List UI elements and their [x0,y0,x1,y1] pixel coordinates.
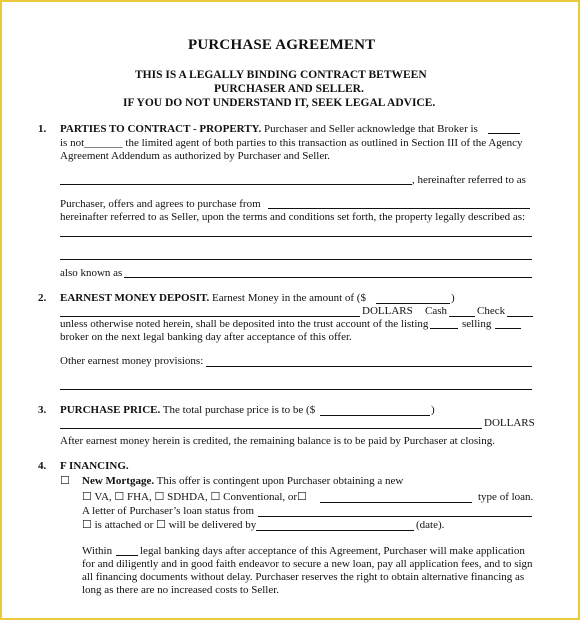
section-2-line-3: unless otherwise noted herein, shall be deposited into the trust account of the listing [60,318,429,330]
purchase-price-dollars-label: DOLLARS [484,417,535,429]
other-provisions-blank-1[interactable] [206,366,532,367]
section-2-number: 2. [38,292,47,304]
banking-days-blank[interactable] [116,555,138,556]
section-2-heading: EARNEST MONEY DEPOSIT. [60,292,210,304]
earnest-dollars-blank[interactable] [60,316,360,317]
section-4-number: 4. [38,460,47,472]
section-3-line-3: After earnest money herein is credited, the remaining balance is to be paid by Purchaser at closing. [60,435,495,447]
earnest-check-blank[interactable] [507,316,533,317]
loan-status-from-blank[interactable] [258,516,532,517]
type-of-loan-label: type of loan. [478,491,534,503]
section-3-heading: PURCHASE PRICE. [60,404,161,416]
listing-broker-blank[interactable] [430,328,458,329]
earnest-paren-close: ) [451,292,455,304]
section-1-heading: PARTIES TO CONTRACT - PROPERTY. [60,123,262,135]
section-1-line-3: Agreement Addendum as authorized by Purchaser and Seller. [60,150,331,162]
financing-paragraph-line-1: legal banking days after acceptance of this Agreement, Purchaser will make application [140,545,525,557]
section-2-line-4: broker on the next legal banking day after acceptance of this offer. [60,331,352,343]
purchase-price-amount-blank[interactable] [320,415,430,416]
earnest-amount-blank[interactable] [376,303,450,304]
loan-status-letter-text: A letter of Purchaser’s loan status from [82,505,255,517]
loan-type-other-blank[interactable] [320,502,472,503]
hereinafter-text: , hereinafter referred to as [412,174,526,186]
section-3-text: The total purchase price is to be ($ [160,404,316,416]
earnest-check-label: Check [477,305,506,317]
section-1-line-6: hereinafter referred to as Seller, upon the terms and conditions set forth, the property legally described as: [60,211,526,223]
earnest-cash-blank[interactable] [449,316,475,317]
seller-name-blank[interactable] [268,208,530,209]
purchase-price-dollars-blank[interactable] [60,428,482,429]
section-1-line-2: is not_______ the limited agent of both parties to this transaction as outlined in Section III of the Agency [60,137,523,149]
section-2-line-1 [60,292,366,305]
financing-paragraph-line-4: long as there are no increased costs to Seller. [82,584,280,596]
header-line-1: THIS IS A LEGALLY BINDING CONTRACT BETWEEN [135,69,427,81]
other-provisions-blank-2[interactable] [60,389,532,390]
purchaser-name-blank[interactable] [60,184,412,185]
financing-paragraph-line-3: all financing documents without delay. Purchaser reserves the right to obtain alternative financing as [82,571,525,583]
new-mortgage-label: New Mortgage. [82,475,155,487]
section-1-text: Purchaser and Seller acknowledge that Broker is [261,123,478,135]
other-earnest-provisions-label: Other earnest money provisions: [60,355,204,367]
section-1-line-1 [60,123,478,136]
legal-description-line-2[interactable] [60,259,532,260]
broker-is-blank[interactable] [488,133,520,134]
section-1-number: 1. [38,123,47,135]
new-mortgage-text: This offer is contingent upon Purchaser obtaining a new [154,475,404,487]
purchaser-offers-text: Purchaser, offers and agrees to purchase from [60,198,261,210]
earnest-dollars-label: DOLLARS [362,305,413,317]
document-title: PURCHASE AGREEMENT [188,37,376,53]
attached-or-delivered[interactable]: ☐ is attached or ☐ will be delivered by [82,519,257,531]
section-4-heading: F INANCING. [60,460,129,472]
new-mortgage-checkbox[interactable]: ☐ [60,475,70,487]
also-known-as-label: also known as [60,267,123,279]
within-label: Within [82,545,113,557]
loan-type-options[interactable]: ☐ VA, ☐ FHA, ☐ SDHDA, ☐ Conventional, or☐ [82,491,307,503]
delivery-date-blank[interactable] [256,530,414,531]
header-line-3: IF YOU DO NOT UNDERSTAND IT, SEEK LEGAL ADVICE. [123,97,436,109]
financing-paragraph-line-2: for and diligently and in good faith endeavor to secure a new loan, pay all application fees, and to sign [82,558,533,570]
section-3-line-1 [60,404,315,417]
legal-description-line-1[interactable] [60,236,532,237]
date-label: (date). [416,519,445,531]
selling-label: selling [462,318,492,330]
header-line-2: PURCHASER AND SELLER. [214,83,364,95]
section-3-number: 3. [38,404,47,416]
section-2-text: Earnest Money in the amount of ($ [209,292,366,304]
new-mortgage-line [82,475,403,488]
also-known-as-blank[interactable] [124,277,532,278]
purchase-price-paren-close: ) [431,404,435,416]
selling-broker-blank[interactable] [495,328,521,329]
earnest-cash-label: Cash [425,305,447,317]
